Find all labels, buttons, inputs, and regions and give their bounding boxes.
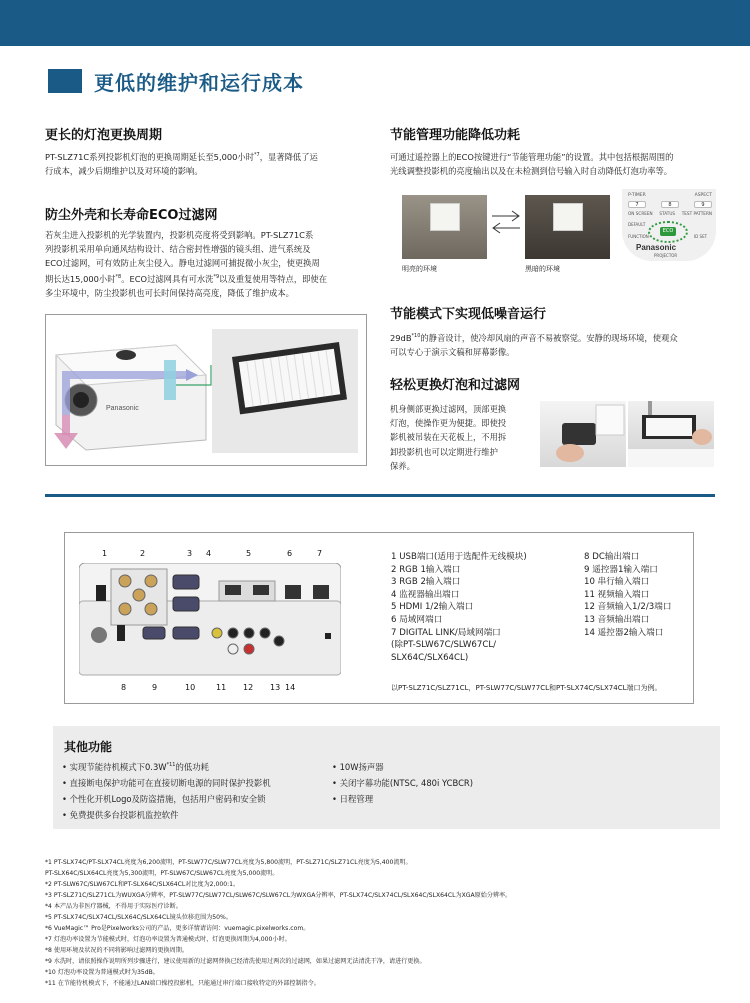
remote-sub: PROJECTOR xyxy=(654,253,678,258)
dust-filter-illustration xyxy=(45,314,367,466)
lamp-text: PT-SLZ71C系列投影机灯泡的更换周期延长至5,000小时$^{*7}$，显著降低了运 行成本，减少后期维护以及对环境的影响。 xyxy=(45,151,318,176)
lamp-replace-graphic xyxy=(540,401,626,467)
port-num-2: 2 xyxy=(140,549,146,558)
title-marker xyxy=(48,69,82,93)
footnote: PT-SLX64C/SLX64CL亮度为5,300流明，PT-SLW67C/SLW67CL亮度为5,000流明。 xyxy=(45,870,279,877)
other-item-software: • 免费提供多台投影机监控软件 xyxy=(62,810,179,820)
dark-room-image xyxy=(525,195,610,259)
footnote: *6 VueMagic™ Pro是Pixelworks公司的产品，更多详情请访问：vuemagic.pixelworks.com。 xyxy=(45,925,310,932)
projector-brand: Panasonic xyxy=(106,405,139,412)
bright-room-image xyxy=(402,195,487,259)
dark-label: 黑暗的环境 xyxy=(525,265,560,273)
dust-title: 防尘外壳和长寿命ECO过滤网 xyxy=(45,208,218,223)
other-item-schedule: • 日程管理 xyxy=(332,794,374,804)
port-list-left: 1 USB端口(适用于选配件无线模块) 2 RGB 1输入端口 3 RGB 2输入端口 4 监视器输出端口 5 HDMI 1/2输入端口 6 局域网端口 7 DIGITAL LINK/局域网端口 (除PT-SLW67C/SLW67CL/ SLX64C/SLX64CL) xyxy=(391,552,527,663)
footnote: *10 灯泡功率设置为普通模式时为35dB。 xyxy=(45,969,159,976)
lamp-replace-photo xyxy=(540,401,626,467)
remote-num-7: 7 xyxy=(628,201,646,208)
other-item-caption: • 关闭字幕功能(NTSC, 480i YCBCR) xyxy=(332,778,473,788)
port-num-1: 1 xyxy=(102,549,108,558)
projector-filter-graphic xyxy=(46,315,366,465)
footnote: *9 水洗时，请依照操作说明所列步骤进行，建议使用新的过滤网替换已经清洗使用过两次的过滤网，如果过滤网无法清洗干净，请进行更换。 xyxy=(45,958,426,965)
filter-replace-graphic xyxy=(628,401,714,467)
remote-key-ptimer: P-TIMER xyxy=(628,193,646,198)
footnote: *1 PT-SLX74C/PT-SLX74CL亮度为6,200流明，PT-SLW77C/SLW77CL亮度为5,800流明，PT-SLZ71C/SLZ71CL亮度为5,400流明。 xyxy=(45,859,412,866)
eco-text: 可通过遥控器上的ECO按键进行“节能管理功能”的设置。其中包括根据周围的 光线调整投影机的亮度输出以及在未检测到信号输入时自动降低灯泡功率等。 xyxy=(390,152,674,176)
other-features-title: 其他功能 xyxy=(64,740,113,754)
remote-key-onscreen: ON SCREEN xyxy=(628,211,653,216)
remote-key-idset: ID SET xyxy=(694,234,708,239)
port-num-5: 5 xyxy=(246,549,252,558)
footnote: *5 PT-SLX74C/SLX74CL/SLX64C/SLX64CL镜头位移范围为50%。 xyxy=(45,914,232,921)
port-num-4: 4 xyxy=(206,549,212,558)
other-item-speaker: • 10W扬声器 xyxy=(332,762,384,772)
port-note: 以PT-SLZ71C/SLZ71CL，PT-SLW77C/SLW77CL和PT-SLX74C/SLX74CL端口为例。 xyxy=(391,684,662,692)
remote-num-9: 9 xyxy=(694,201,712,208)
eco-title: 节能管理功能降低功耗 xyxy=(390,128,521,143)
eco-key: ECO xyxy=(660,227,676,236)
bright-label: 明亮的环境 xyxy=(402,265,437,273)
port-num-9: 9 xyxy=(152,683,158,692)
top-banner xyxy=(0,0,750,46)
remote-key-test: TEST PATTERN xyxy=(681,211,712,216)
remote-brand: Panasonic xyxy=(636,243,677,252)
section-divider xyxy=(45,494,715,497)
quiet-text: $29dB^{*10}$的静音设计，使冷却风扇的声音不易被察觉。安静的现场环境，使观众 可以专心于演示文稿和屏幕影像。 xyxy=(390,332,678,357)
filter-replace-photo xyxy=(628,401,714,467)
remote-key-aspect: ASPECT xyxy=(694,193,712,198)
rear-panel-graphic xyxy=(79,563,341,683)
other-item-protect: • 直接断电保护功能可在直接切断电源的同时保护投影机 xyxy=(62,778,271,788)
port-num-11: 11 xyxy=(216,683,227,692)
port-num-12: 12 xyxy=(243,683,254,692)
ports-panel xyxy=(64,532,694,704)
other-item-logo: • 个性化开机Logo及防盗措施，包括用户密码和安全锁 xyxy=(62,794,266,804)
footnote: *4 本产品为非医疗器械，不得用于实际医疗诊断。 xyxy=(45,903,182,910)
port-num-7: 7 xyxy=(317,549,323,558)
port-num-10: 10 xyxy=(185,683,196,692)
port-num-13: 13 xyxy=(270,683,281,692)
footnote: *11 在节能待机模式下，不能通过LAN端口操控投影机，只能通过串行端口接收特定的外部控制指令。 xyxy=(45,980,320,987)
remote-key-default: DEFAULT xyxy=(628,222,646,227)
remote-num-8: 8 xyxy=(661,201,679,208)
port-list-right: 8 DC输出端口 9 遥控器1输入端口 10 串行输入端口 11 视频输入端口 12 音频输入1/2/3端口 13 音频输出端口 14 遥控器2输入端口 xyxy=(584,552,672,638)
page-title-text: 更低的维护和运行成本 xyxy=(94,70,304,95)
port-num-8: 8 xyxy=(121,683,127,692)
port-num-14: 14 xyxy=(285,683,296,692)
projection-screen xyxy=(553,203,583,231)
easy-title: 轻松更换灯泡和过滤网 xyxy=(390,378,521,393)
footnote: *7 灯泡功率设置为节能模式时，灯泡功率设置为普通模式时，灯泡更换周期为4,000小时。 xyxy=(45,936,291,943)
quiet-title: 节能模式下实现低噪音运行 xyxy=(390,307,547,322)
footnote: *2 PT-SLW67C/SLW67CL和PT-SLX64C/SLX64CL对比度为2,000:1。 xyxy=(45,881,240,888)
lamp-title: 更长的灯泡更换周期 xyxy=(45,128,163,143)
other-item-standby: • 实现节能待机模式下$0.3W^{*11}$的低功耗 xyxy=(62,762,209,772)
remote-control xyxy=(622,189,716,261)
remote-key-function: FUNCTION xyxy=(628,234,649,239)
port-num-3: 3 xyxy=(187,549,193,558)
port-num-6: 6 xyxy=(287,549,293,558)
dust-text: 若灰尘进入投影机的光学装置内，投影机亮度将受到影响。PT-SLZ71C系 列投影机采用单向通风结构设计、结合密封性增强的镜头组、进气系统及 ECO过滤网，可有效防止灰尘侵入。静电过滤网可捕捉微小灰尘，使更换周 期长达15,000小时$^{*8}$。ECO过滤网具有可水洗$^{*9}$以及重复使用等特点，即使在 多尘环境中，防尘投影机也可长时间保持高亮度，降低了维护成本。 xyxy=(45,230,328,298)
page-title xyxy=(48,69,304,93)
footnote: *8 使用环境及状况的不同将影响过滤网的更换周期。 xyxy=(45,947,188,954)
projection-screen xyxy=(430,203,460,231)
switch-arrows-icon xyxy=(490,207,522,237)
footnote: *3 PT-SLZ71C/SLZ71CL为WUXGA分辨率，PT-SLW77C/SLW77CL/SLW67C/SLW67CL为WXGA分辨率，PT-SLX74C/SLX74CL/SLX64C/SLX64CL为XGA原始分辨率。 xyxy=(45,892,512,899)
remote-key-status: STATUS xyxy=(659,211,676,216)
easy-text: 机身侧部更换过滤网，顶部更换 灯泡，使操作更为便捷。即使投 影机被吊装在天花板上，不用拆 卸投影机也可以定期进行维护 保养。 xyxy=(390,404,507,471)
footnotes xyxy=(45,857,735,989)
